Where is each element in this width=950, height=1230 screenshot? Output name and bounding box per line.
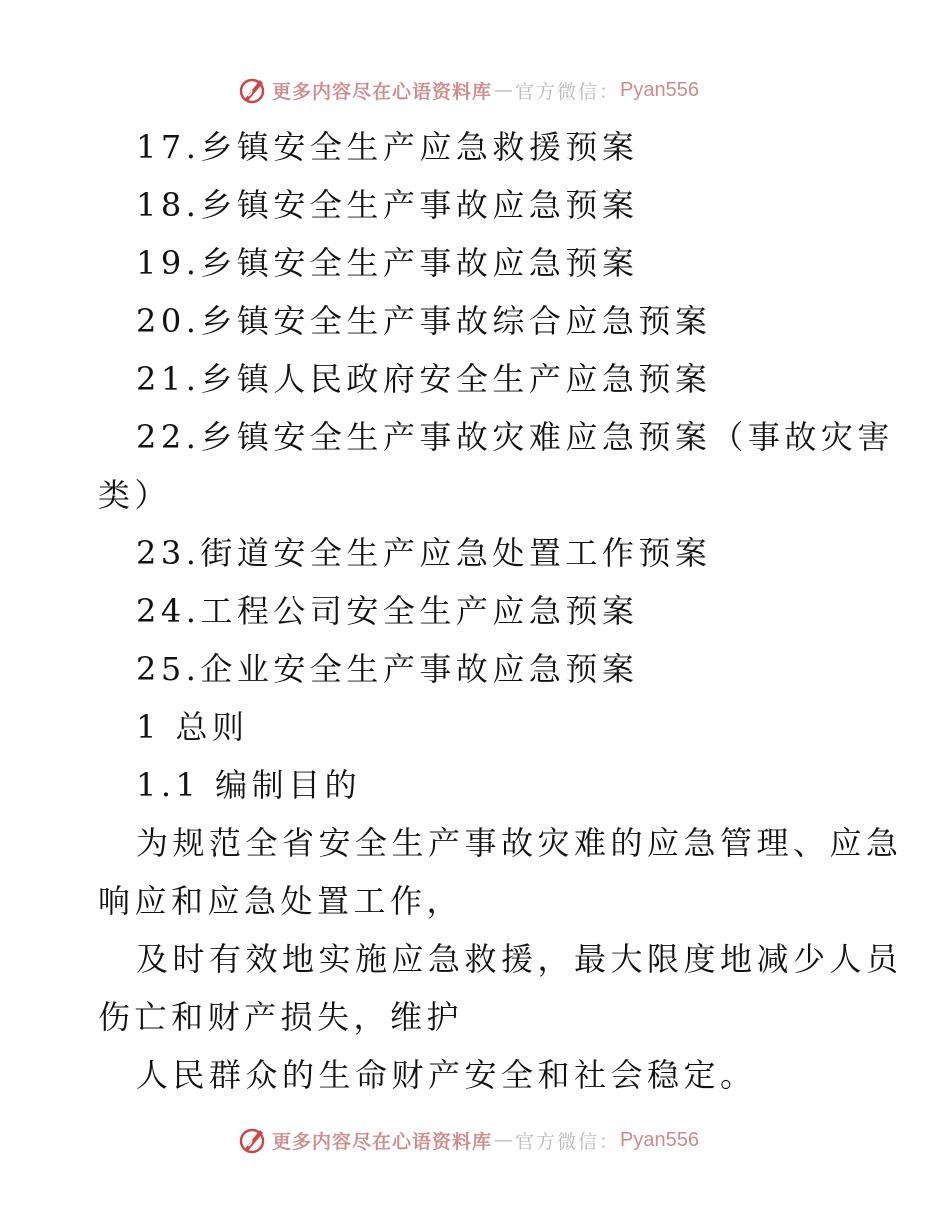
- text-line: 22.乡镇安全生产事故灾难应急预案（事故灾害: [136, 418, 894, 456]
- paragraph-line: 及时有效地实施应急救援，最大限度地减少人员: [136, 940, 903, 978]
- watermark-separator: —: [494, 79, 514, 101]
- section-heading: 1 总则: [136, 708, 249, 746]
- text-line: 18.乡镇安全生产事故应急预案: [136, 186, 639, 224]
- watermark-text: 更多内容尽在心语资料库: [272, 1130, 493, 1153]
- text-line: 21.乡镇人民政府安全生产应急预案: [136, 360, 712, 398]
- text-line: 19.乡镇安全生产事故应急预案: [136, 244, 639, 282]
- watermark-id: Pyan556: [620, 1128, 699, 1151]
- paragraph-line: 人民群众的生命财产安全和社会稳定。: [136, 1056, 757, 1094]
- watermark-text: 更多内容尽在心语资料库: [272, 80, 493, 103]
- subsection-heading: 1.1 编制目的: [136, 766, 362, 804]
- watermark-separator: —: [494, 1129, 514, 1151]
- text-line: 23.街道安全生产应急处置工作预案: [136, 534, 712, 572]
- text-line: 类）: [98, 476, 172, 514]
- paragraph-line: 响应和应急处置工作，: [98, 882, 464, 920]
- quill-logo-icon: [236, 74, 268, 106]
- paragraph-line: 伤亡和财产损失，维护: [98, 998, 464, 1036]
- text-line: 17.乡镇安全生产应急救援预案: [136, 128, 639, 166]
- text-line: 25.企业安全生产事故应急预案: [136, 650, 639, 688]
- quill-logo-icon: [236, 1124, 268, 1156]
- document-body: [98, 118, 903, 1104]
- watermark-header: [236, 74, 699, 106]
- text-line: 24.工程公司安全生产应急预案: [136, 592, 639, 630]
- watermark-id: Pyan556: [620, 78, 699, 101]
- paragraph-line: 为规范全省安全生产事故灾难的应急管理、应急: [136, 824, 903, 862]
- watermark-footer: [236, 1124, 699, 1156]
- watermark-label: 官方微信：: [515, 80, 621, 103]
- text-line: 20.乡镇安全生产事故综合应急预案: [136, 302, 712, 340]
- watermark-label: 官方微信：: [515, 1130, 621, 1153]
